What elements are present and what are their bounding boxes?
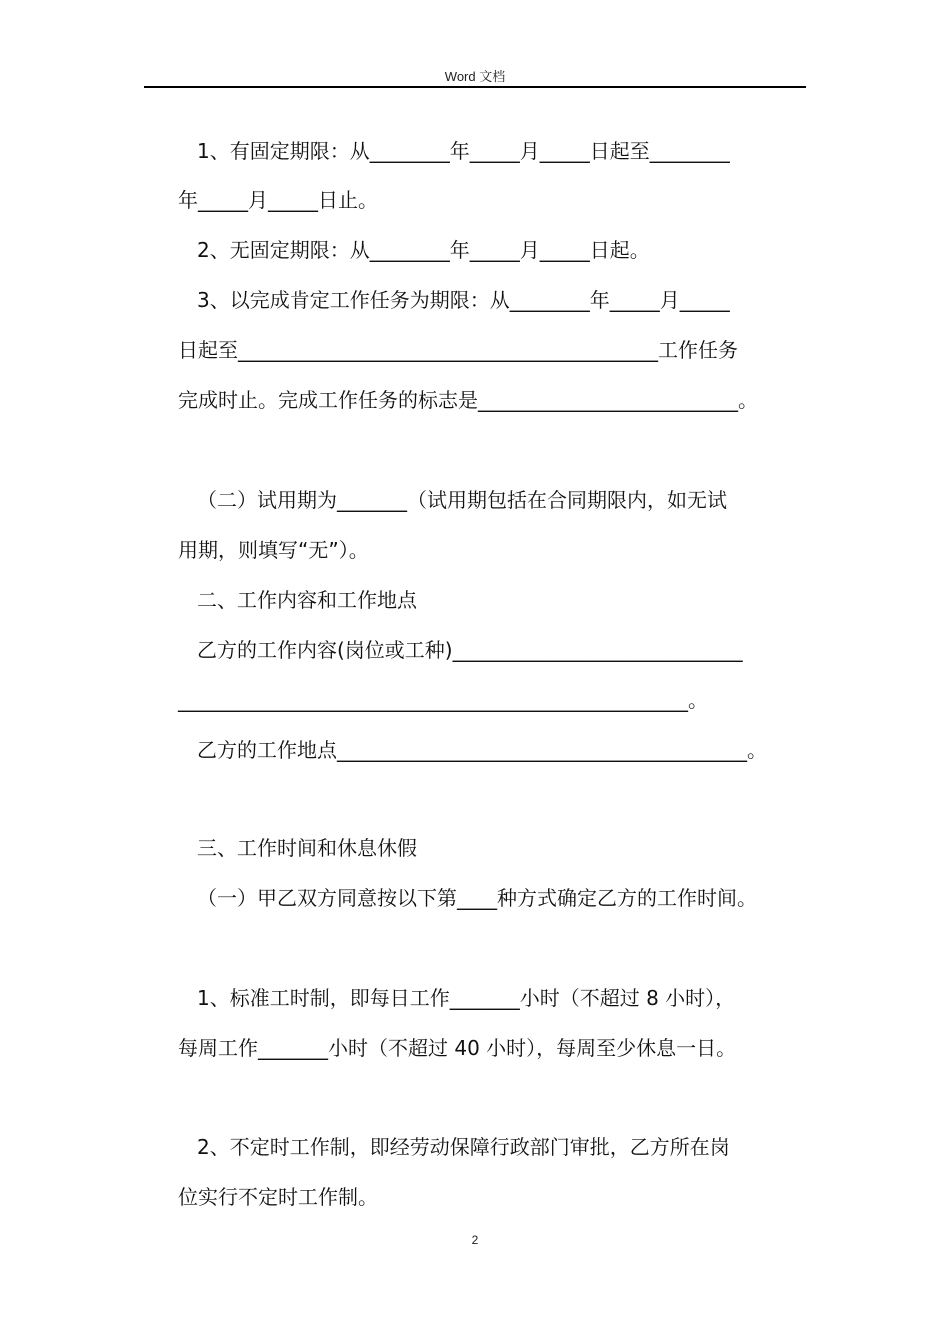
probation-line-2: 用期，则填写“无”）。 bbox=[178, 538, 369, 562]
header-divider bbox=[144, 86, 806, 88]
work-location-line: 乙方的工作地点_________________________________________。 bbox=[197, 738, 767, 762]
clause-open-term-line: 2、无固定期限：从________年_____月_____日起。 bbox=[197, 238, 650, 262]
clause-fixed-term-line-1: 1、有固定期限：从________年_____月_____日起至________ bbox=[197, 139, 730, 163]
work-time-choice-line: （一）甲乙双方同意按以下第____种方式确定乙方的工作时间。 bbox=[197, 886, 757, 910]
flexible-hours-line-1: 2、不定时工作制，即经劳动保障行政部门审批，乙方所在岗 bbox=[197, 1135, 730, 1159]
flexible-hours-line-2: 位实行不定时工作制。 bbox=[178, 1185, 378, 1209]
standard-hours-line-1: 1、标准工时制，即每日工作_______小时（不超过 8 小时）， bbox=[197, 986, 736, 1010]
clause-task-term-line-2: 日起至__________________________________________工作任务 bbox=[178, 338, 738, 362]
standard-hours-line-2: 每周工作_______小时（不超过 40 小时），每周至少休息一日。 bbox=[178, 1036, 737, 1060]
probation-line-1: （二）试用期为_______（试用期包括在合同期限内，如无试 bbox=[197, 488, 727, 512]
page-header: Word 文档 bbox=[444, 69, 506, 84]
clause-fixed-term-line-2: 年_____月_____日止。 bbox=[178, 188, 378, 212]
page-number: 2 bbox=[471, 1233, 479, 1247]
clause-task-term-line-3: 完成时止。完成工作任务的标志是__________________________。 bbox=[178, 388, 758, 412]
clause-task-term-line-1: 3、以完成肯定工作任务为期限：从________年_____月_____ bbox=[197, 288, 730, 312]
section-heading-work-content: 二、工作内容和工作地点 bbox=[197, 588, 417, 612]
work-content-line-2: ___________________________________________________。 bbox=[178, 688, 708, 712]
section-heading-work-time: 三、工作时间和休息休假 bbox=[197, 836, 417, 860]
work-content-line-1: 乙方的工作内容(岗位或工种)_____________________________ bbox=[197, 638, 743, 662]
